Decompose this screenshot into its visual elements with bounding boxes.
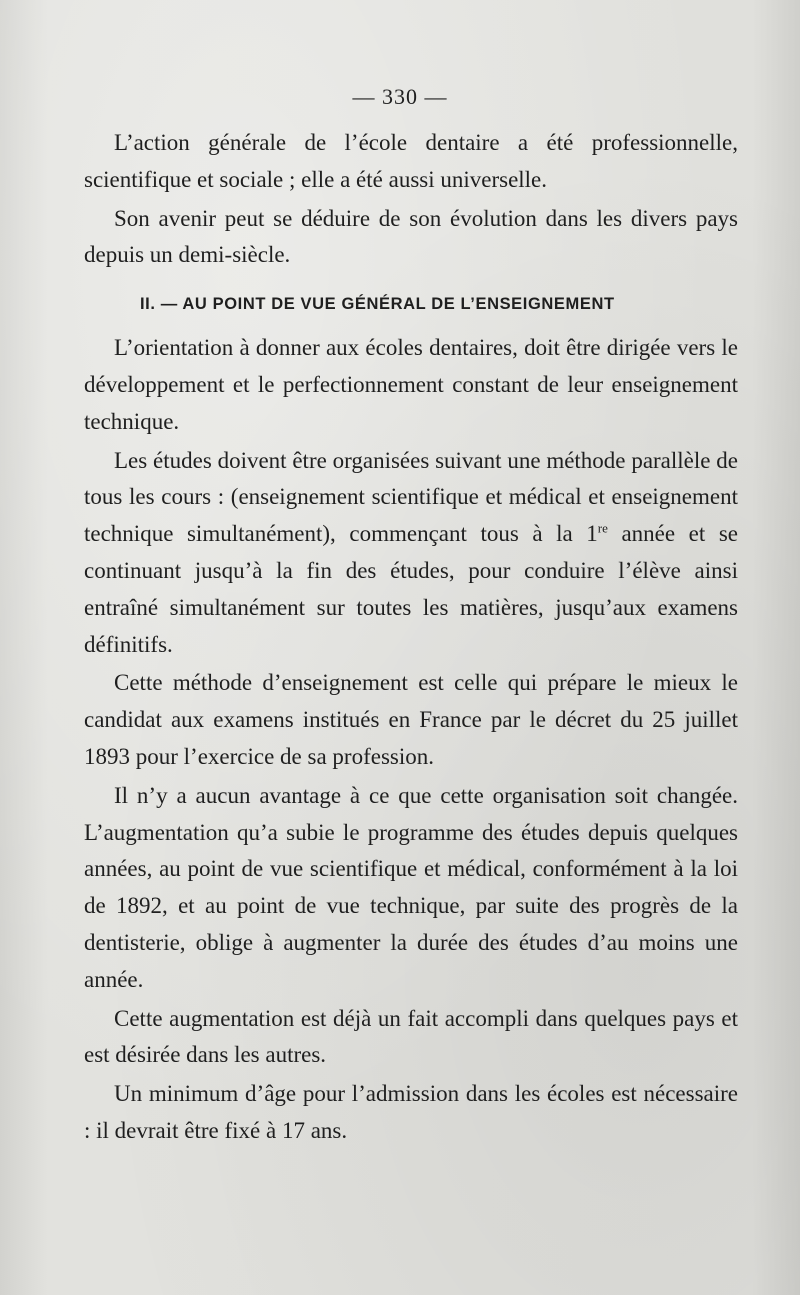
paragraph: Cette augmentation est déjà un fait accompli dans quelques pays et est désirée dans les autres.: [84, 1005, 738, 1068]
page-number: — 330 —: [352, 84, 448, 109]
paragraph: Cette méthode d’enseignement est celle qui prépare le mieux le candidat aux examens institués en France par le décret du 25 juillet 1893 pour l’exercice de sa profession.: [84, 670, 738, 769]
paragraph-text: année et se continuant jusqu’à la fin des études, pour conduire l’élève ainsi entraîné simultanément sur toutes les matières, jusqu’aux examens définitifs.: [84, 521, 738, 657]
ordinal-superscript: re: [597, 520, 608, 536]
page-body: [84, 125, 738, 1152]
paragraph: Il n’y a aucun avantage à ce que cette organisation soit changée. L’augmentation qu’a subie le programme des études depuis quelques années, au point de vue scientifique et médical, conformément à la loi de 1892, et au point de vue technique, par suite des progrès de la dentisterie, oblige à augmenter la durée des études d’au moins une année.: [84, 782, 738, 992]
paragraph-text: Les études doivent être organisées suivant une méthode parallèle de tous les cours : (enseignement scientifique et médical et enseignement technique simultanément), commençant tous à la 1: [84, 447, 738, 547]
paragraph: Son avenir peut se déduire de son évolution dans les divers pays depuis un demi-siècle.: [84, 205, 738, 268]
paragraph: L’orientation à donner aux écoles dentaires, doit être dirigée vers le développement et le perfectionnement constant de leur enseignement technique.: [84, 335, 738, 434]
section-heading: II. — AU POINT DE VUE GÉNÉRAL DE L’ENSEIGNEMENT: [140, 295, 615, 314]
paragraph: Un minimum d’âge pour l’admission dans les écoles est nécessaire : il devrait être fixé à 17 ans.: [84, 1081, 738, 1143]
paragraph: [84, 443, 738, 664]
paragraph: L’action générale de l’école dentaire a été professionnelle, scientifique et sociale ; elle a été aussi universelle.: [84, 130, 738, 192]
